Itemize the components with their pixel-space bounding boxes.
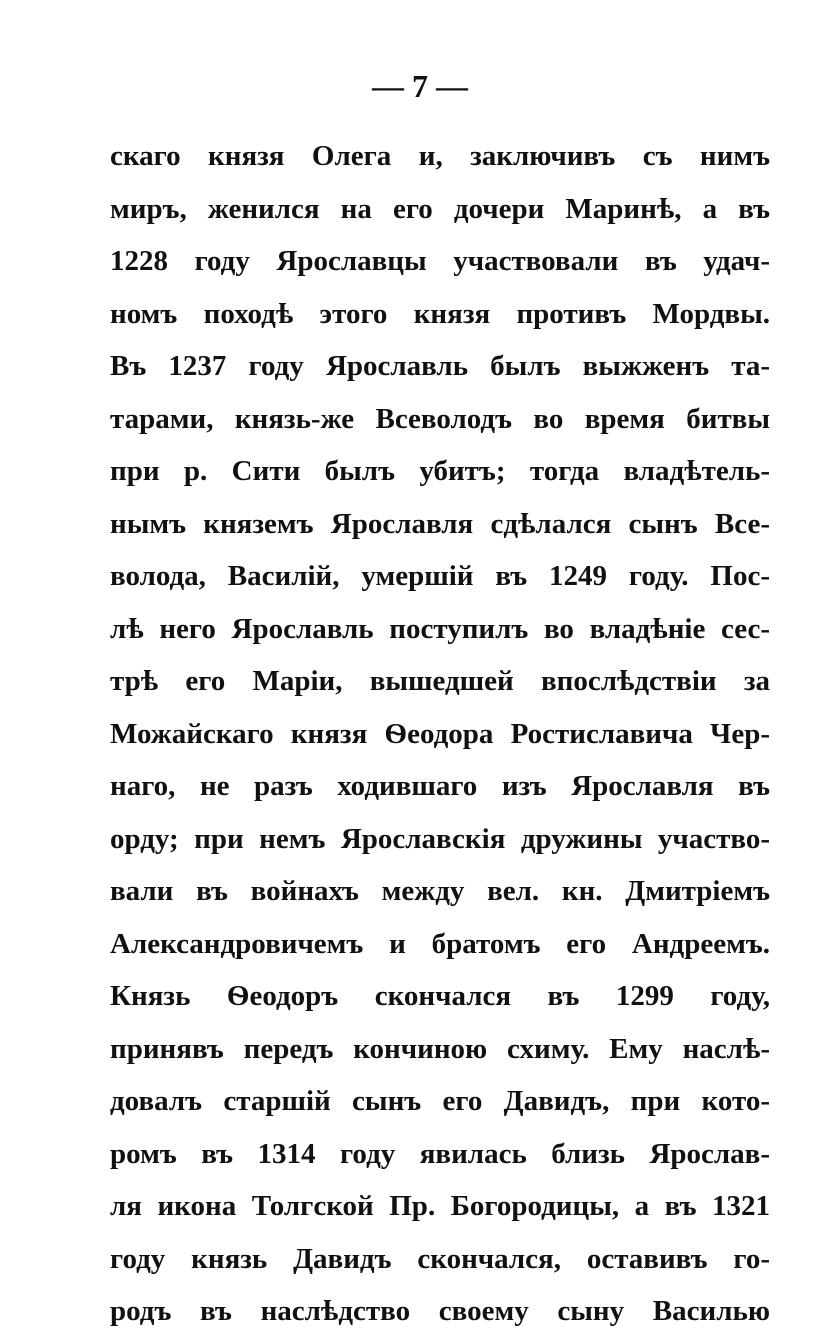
text-line: ромъ въ 1314 году явилась близь Ярослав-	[110, 1137, 770, 1170]
body-text	[110, 130, 770, 1338]
text-line: тарами, князь-же Всеволодъ во время битвы	[110, 402, 770, 435]
text-line: лѣ него Ярославль поступилъ во владѣніе сес-	[110, 612, 770, 645]
text-line: трѣ его Маріи, вышедшей впослѣдствіи за	[110, 665, 770, 697]
text-line: Можайскаго князя Ѳеодора Ростиславича Чер-	[110, 717, 770, 750]
text-line: ля икона Толгской Пр. Богородицы, а въ 1321	[110, 1190, 770, 1222]
text-line: номъ походѣ этого князя противъ Мордвы.	[110, 297, 770, 330]
text-line: Въ 1237 году Ярославль былъ выжженъ та-	[110, 350, 770, 382]
text-line: году князь Давидъ скончался, оставивъ го-	[110, 1242, 770, 1275]
text-line: при р. Сити былъ убитъ; тогда владѣтель-	[110, 455, 770, 487]
text-line: миръ, женился на его дочери Маринѣ, а въ	[110, 192, 770, 225]
text-line: родъ въ наслѣдство своему сыну Василью	[110, 1295, 770, 1327]
text-line: довалъ старшій сынъ его Давидъ, при кото-	[110, 1085, 770, 1117]
text-line: скаго князя Олега и, заключивъ съ нимъ	[110, 140, 770, 172]
text-line: нымъ княземъ Ярославля сдѣлался сынъ Все-	[110, 507, 770, 540]
text-line: орду; при немъ Ярославскія дружины участво-	[110, 822, 770, 855]
text-line: вали въ войнахъ между вел. кн. Дмитріемъ	[110, 875, 770, 907]
text-line: Князь Ѳеодоръ скончался въ 1299 году,	[110, 980, 770, 1012]
text-line: Александровичемъ и братомъ его Андреемъ.	[110, 927, 770, 960]
text-line: наго, не разъ ходившаго изъ Ярославля въ	[110, 770, 770, 802]
text-line: принявъ передъ кончиною схиму. Ему наслѣ-	[110, 1032, 770, 1065]
page-number: — 7 —	[372, 68, 468, 104]
text-line: 1228 году Ярославцы участвовали въ удач-	[110, 245, 770, 277]
text-line: волода, Василій, умершій въ 1249 году. Пос-	[110, 560, 770, 592]
